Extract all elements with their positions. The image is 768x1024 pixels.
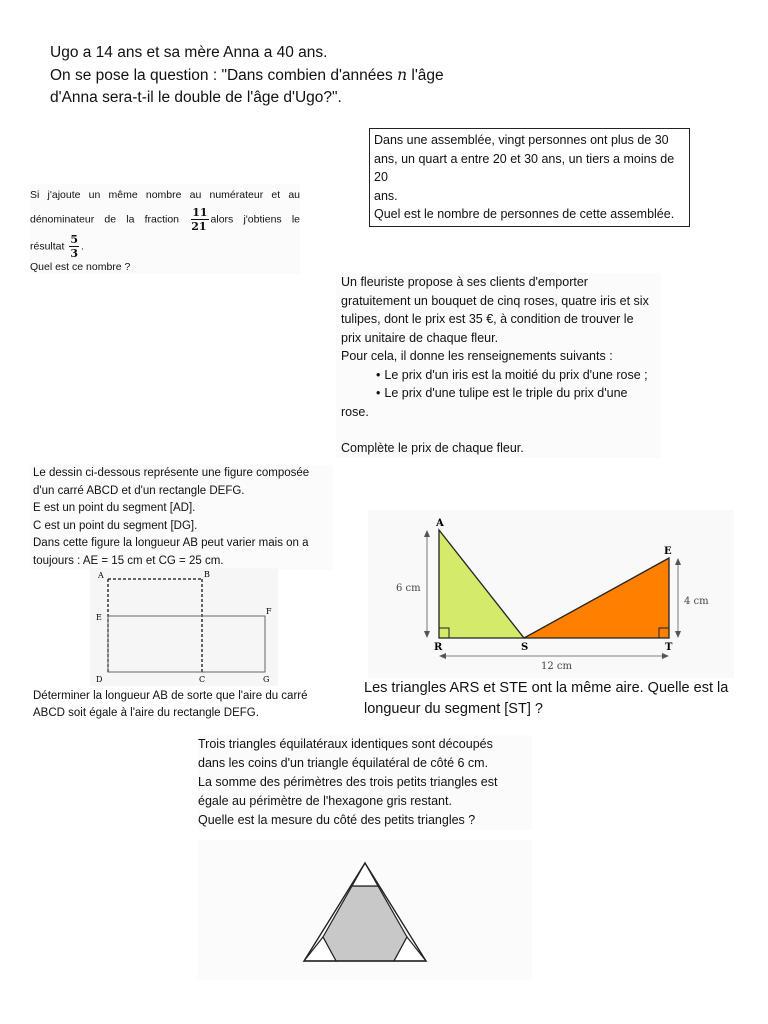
ages-line-2: [50, 64, 450, 87]
fleuriste-line-3: tulipes, dont le prix est 35 €, à condition de trouver le: [341, 312, 634, 326]
hexagone-figure: [198, 840, 532, 980]
ages-line-3: d'Anna sera-t-il le double de l'âge d'Ugo?".: [50, 89, 342, 106]
assemblee-line-2: ans, un quart a entre 20 et 30 ans, un tiers a moins de 20: [374, 151, 675, 184]
exercise-hexagone: [198, 735, 532, 830]
label-s: S: [521, 642, 529, 653]
carre-line-6: toujours : AE = 15 cm et CG = 25 cm.: [33, 554, 224, 567]
fraction-line-3-end: .: [81, 240, 84, 253]
fraction-11-21: [191, 206, 208, 233]
label-f: F: [266, 607, 272, 616]
hexagone-line-5: Quelle est la mesure du côté des petits triangles ?: [198, 813, 476, 827]
fraction-line-2: [30, 206, 300, 233]
carre-line-5: Dans cette figure la longueur AB peut varier mais on a: [33, 537, 309, 549]
fraction-line-1: Si j'ajoute un même nombre au numérateur et au: [30, 189, 300, 201]
exercise-assemblee: [369, 128, 690, 227]
label-6cm: 6 cm: [396, 583, 421, 594]
fraction-numerator: 11: [192, 206, 208, 219]
fleuriste-bullet-cont: rose.: [341, 404, 369, 419]
small-triangle-top: [352, 863, 378, 886]
label-e: E: [96, 613, 102, 622]
fleuriste-line-5: Pour cela, il donne les renseignements suivants :: [341, 349, 613, 363]
triangles-question-2: longueur du segment [ST] ?: [364, 701, 543, 717]
label-4cm: 4 cm: [684, 596, 709, 607]
assemblee-question: Quel est le nombre de personnes de cette assemblée.: [374, 207, 675, 221]
ages-line-2-start: On se pose la question : "Dans combien d'années: [50, 67, 398, 84]
label-r: R: [434, 642, 443, 653]
triangles-question: [364, 678, 744, 720]
bullet-iris: • Le prix d'un iris est la moitié du prix d'une rose ;: [376, 366, 661, 385]
carre-figure: [90, 568, 278, 686]
fraction-line-3: [30, 233, 300, 260]
label-d: D: [96, 675, 103, 684]
exercise-fraction: [30, 184, 300, 274]
hexagone-line-2: dans les coins d'un triangle équilatéral de côté 6 cm.: [198, 756, 489, 770]
fleuriste-line-1: Un fleuriste propose à ses clients d'emporter: [341, 275, 588, 289]
ages-line-2-end: l'âge: [407, 67, 444, 84]
carre-question: [33, 688, 333, 722]
assemblee-line-1: Dans une assemblée, vingt personnes ont plus de 30: [374, 133, 669, 147]
label-g: G: [263, 675, 270, 684]
result-denominator: 3: [70, 247, 79, 260]
label-c: C: [199, 675, 206, 684]
exercise-ages: [50, 42, 450, 109]
triangles-figure: [368, 510, 734, 678]
fleuriste-line-2: gratuitement un bouquet de cinq roses, quatre iris et six: [341, 293, 649, 308]
variable-n: n: [397, 66, 408, 84]
triangles-question-1: Les triangles ARS et STE ont la même aire. Quelle est la: [364, 680, 729, 696]
carre-question-1: Déterminer la longueur AB de sorte que l'aire du carré: [33, 690, 308, 702]
label-a: A: [436, 518, 444, 529]
fleuriste-final: Complète le prix de chaque fleur.: [341, 441, 524, 455]
fleuriste-line-4: prix unitaire de chaque fleur.: [341, 330, 499, 345]
result-numerator: 5: [70, 233, 79, 246]
gray-hexagon: [323, 886, 407, 961]
fraction-line-3-start: résultat: [30, 240, 65, 253]
label-a: A: [98, 571, 104, 580]
hexagone-line-3: La somme des périmètres des trois petits triangles est: [198, 775, 498, 789]
carre-line-1: Le dessin ci-dessous représente une figure composée: [33, 467, 310, 479]
fraction-question: Quel est ce nombre ?: [30, 261, 131, 273]
assemblee-line-3: ans.: [374, 188, 398, 203]
hexagone-line-4: égale au périmètre de l'hexagone gris restant.: [198, 794, 452, 808]
label-e: E: [664, 546, 672, 557]
exercise-carre: [30, 465, 333, 570]
carre-question-2: ABCD soit égale à l'aire du rectangle DEFG.: [33, 707, 259, 719]
fraction-line-2-end: alors j'obtiens le: [210, 213, 301, 226]
exercise-fleuriste: [336, 273, 661, 458]
carre-line-4: C est un point du segment [DG].: [33, 519, 198, 532]
fraction-denominator: 21: [191, 220, 207, 233]
label-12cm: 12 cm: [541, 661, 572, 672]
label-t: T: [665, 642, 673, 653]
fraction-line-2-start: dénominateur de la fraction: [30, 213, 180, 226]
carre-line-2: d'un carré ABCD et d'un rectangle DEFG.: [33, 484, 245, 497]
ages-line-1: Ugo a 14 ans et sa mère Anna a 40 ans.: [50, 44, 328, 61]
carre-line-3: E est un point du segment [AD].: [33, 502, 196, 514]
fleuriste-bullets: [341, 366, 661, 403]
fraction-5-3: [69, 233, 79, 260]
hexagone-line-1: Trois triangles équilatéraux identiques sont découpés: [198, 737, 493, 751]
bullet-tulipe: • Le prix d'une tulipe est le triple du prix d'une: [376, 384, 661, 403]
label-b: B: [204, 570, 210, 579]
